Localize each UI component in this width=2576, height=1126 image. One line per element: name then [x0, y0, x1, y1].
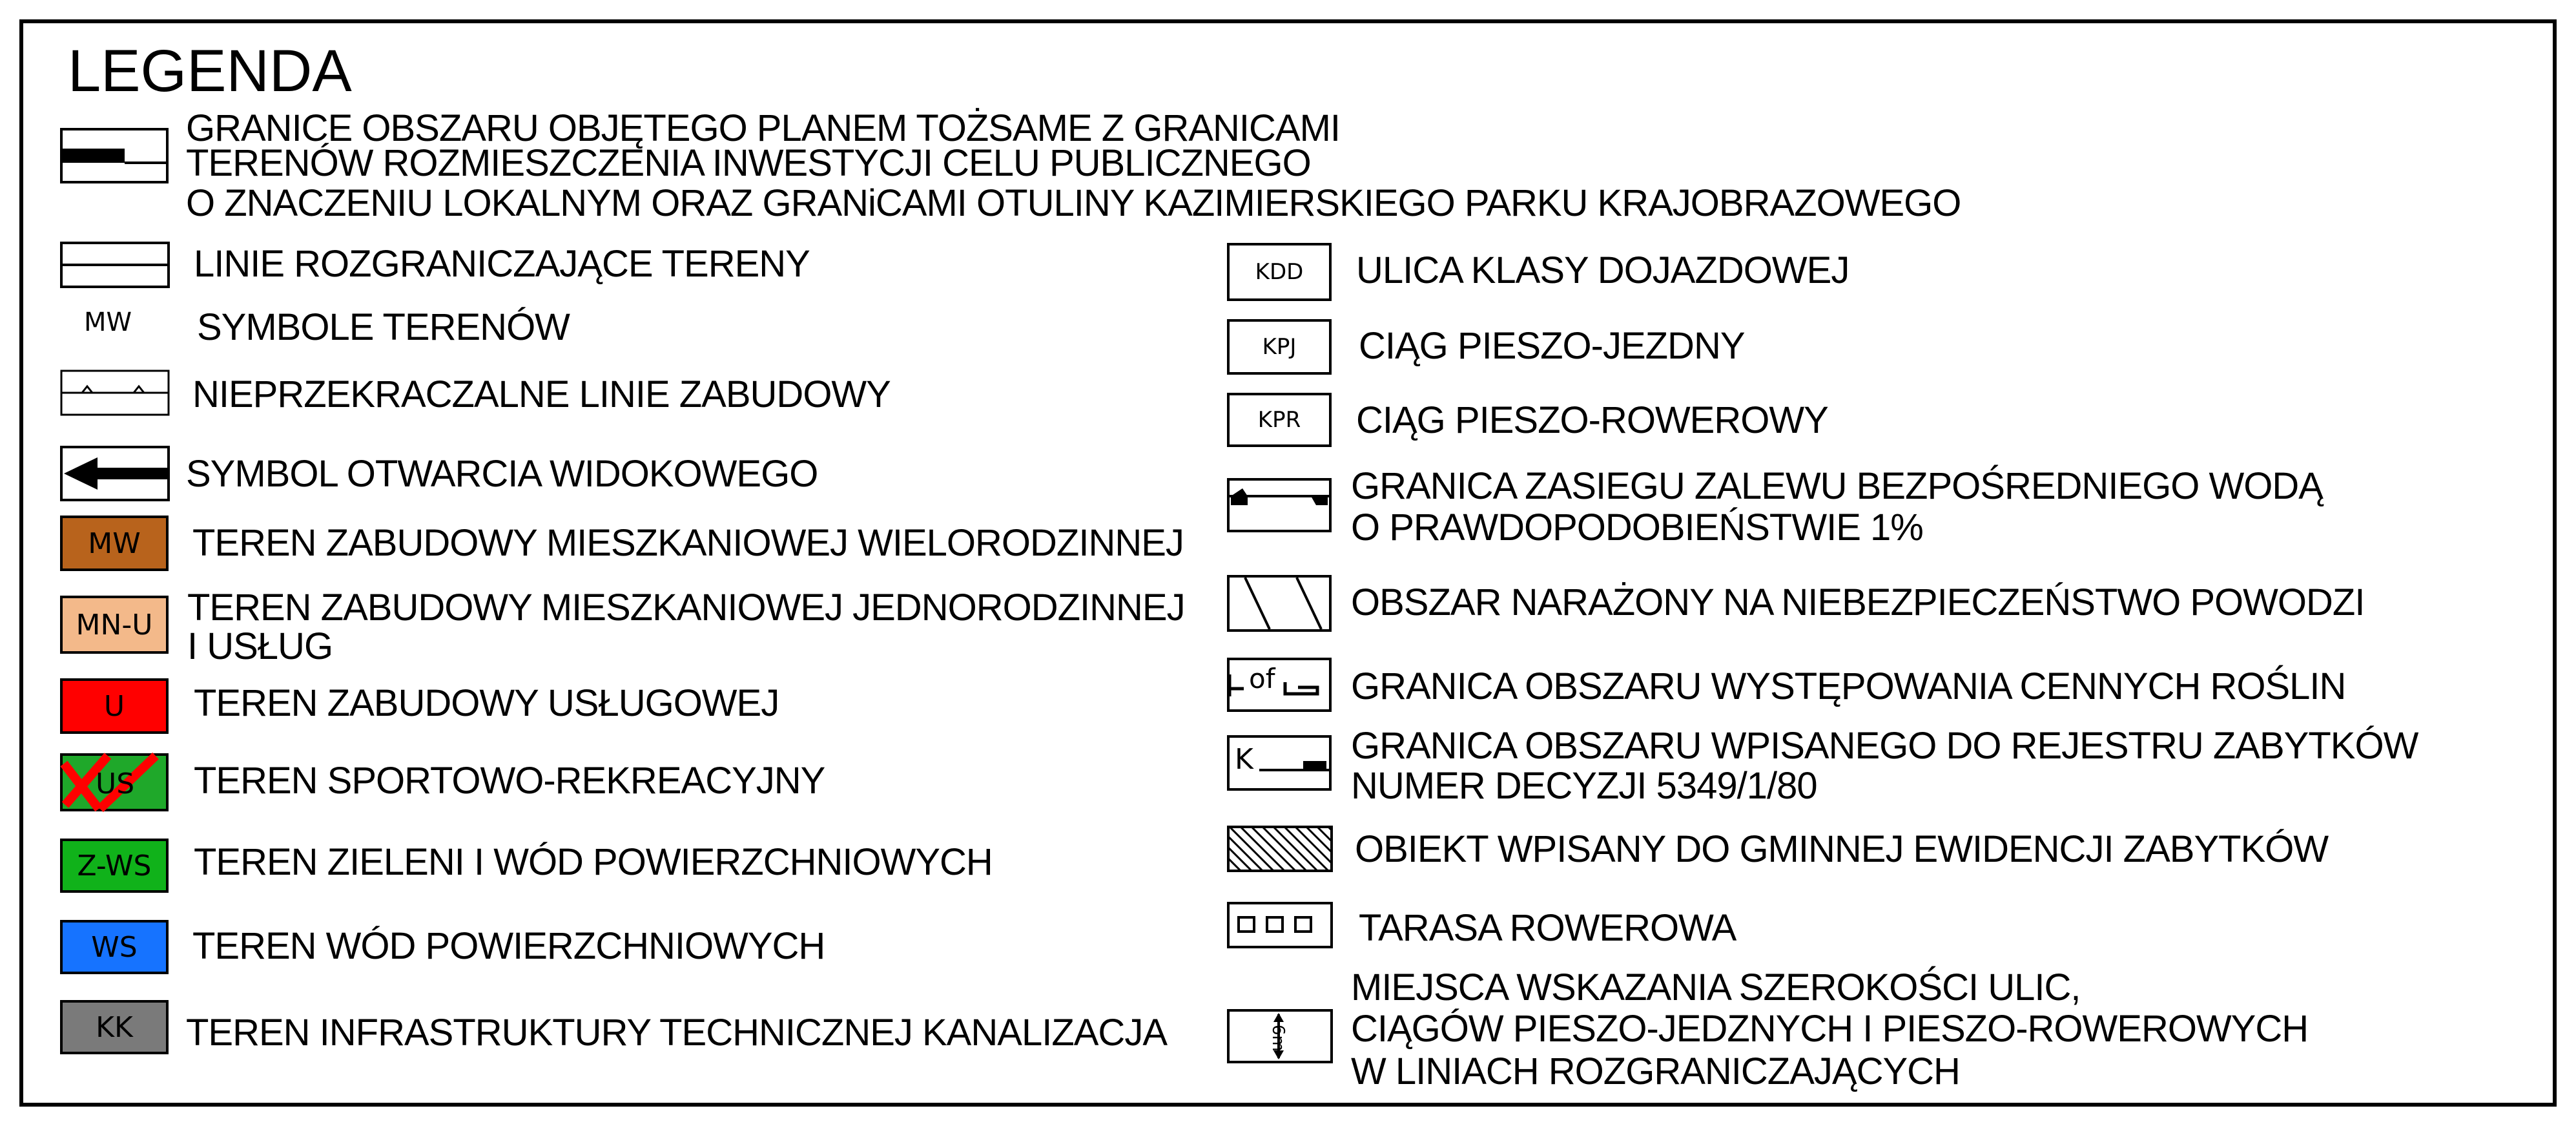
- zone-mw-swatch: MW: [60, 516, 169, 571]
- valuable-plants-icon-text: of: [1249, 663, 1275, 694]
- plan-boundary-label-line2: TERENÓW ROZMIESZCZENIA INWESTYCJI CELU PUBLICZNEGO: [186, 142, 1311, 184]
- arrow-left-icon: [60, 446, 170, 501]
- left-item-8-label: TEREN ZIELENI I WÓD POWIERZCHNIOWYCH: [194, 841, 993, 883]
- left-item-5-label: TEREN ZABUDOWY MIESZKANIOWEJ JEDNORODZINNEJ: [187, 587, 1185, 629]
- left-item-1-label: SYMBOLE TERENÓW: [197, 306, 570, 348]
- zone-u-swatch: U: [60, 678, 169, 734]
- double-line-icon: [60, 242, 170, 288]
- right-item-9-label3: W LINIACH ROZGRANICZAJĄCYCH: [1351, 1050, 1960, 1092]
- right-item-6-label2: NUMER DECYZJI 5349/1/80: [1351, 765, 1817, 807]
- building-line-icon: [60, 370, 170, 416]
- right-item-7-label: OBIEKT WPISANY DO GMINNEJ EWIDENCJI ZABYTKÓW: [1355, 828, 2329, 870]
- right-item-2-label: CIĄG PIESZO-ROWEROWY: [1356, 399, 1828, 441]
- left-item-5-label2: I USŁUG: [187, 625, 333, 667]
- bike-route-icon: [1227, 902, 1333, 948]
- right-item-3-label2: O PRAWDOPODOBIEŃSTWIE 1%: [1351, 506, 1923, 548]
- right-item-9-label: MIEJSCA WSKAZANIA SZEROKOŚCI ULIC,: [1351, 966, 2081, 1008]
- right-item-6-label: GRANICA OBSZARU WPISANEGO DO REJESTRU ZABYTKÓW: [1351, 725, 2418, 767]
- zone-us-code: US: [96, 767, 135, 800]
- right-item-0-label: ULICA KLASY DOJAZDOWEJ: [1356, 249, 1850, 291]
- street-width-icon-text: 6m: [1268, 1025, 1288, 1052]
- right-item-3-label: GRANICA ZASIEGU ZALEWU BEZPOŚREDNIEGO WODĄ: [1351, 465, 2323, 507]
- left-item-0-label: LINIE ROZGRANICZAJĄCE TERENY: [194, 243, 810, 285]
- plan-boundary-label-line1: GRANICE OBSZARU OBJĘTEGO PLANEM TOŻSAME Z GRANICAMI: [186, 107, 1341, 149]
- left-item-10-label: TEREN INFRASTRUKTURY TECHNICZNEJ KANALIZACJA: [186, 1012, 1167, 1054]
- code-kdd-box: KDD: [1227, 243, 1332, 301]
- left-item-4-label: TEREN ZABUDOWY MIESZKANIOWEJ WIELORODZINNEJ: [192, 522, 1184, 564]
- legend-title: LEGENDA: [68, 38, 352, 104]
- left-item-6-label: TEREN ZABUDOWY USŁUGOWEJ: [194, 682, 779, 724]
- hatched-object-icon: [1227, 826, 1333, 872]
- left-item-3-label: SYMBOL OTWARCIA WIDOKOWEGO: [186, 453, 818, 495]
- right-item-5-label: GRANICA OBSZARU WYSTĘPOWANIA CENNYCH ROŚLIN: [1351, 665, 2346, 707]
- text-symbol: MW: [84, 308, 132, 337]
- zone-zws-swatch: Z-WS: [60, 839, 169, 893]
- left-item-2-label: NIEPRZEKRACZALNE LINIE ZABUDOWY: [192, 373, 891, 415]
- left-item-7-label: TEREN SPORTOWO-REKREACYJNY: [194, 760, 825, 802]
- right-item-1-label: CIĄG PIESZO-JEZDNY: [1359, 325, 1745, 367]
- right-item-9-label2: CIĄGÓW PIESZO-JEDZNYCH I PIESZO-ROWEROWYCH: [1351, 1008, 2309, 1050]
- zone-ws-swatch: WS: [60, 920, 169, 974]
- code-kpj-box: KPJ: [1227, 319, 1332, 375]
- plan-boundary-label-line3: O ZNACZENIU LOKALNYM ORAZ GRANiCAMI OTULINY KAZIMIERSKIEGO PARKU KRAJOBRAZOWEGO: [186, 182, 1961, 224]
- left-item-9-label: TEREN WÓD POWIERZCHNIOWYCH: [192, 925, 825, 967]
- zone-kk-swatch: KK: [60, 1000, 169, 1054]
- valuable-plants-icon: [1227, 658, 1332, 712]
- zone-mnu-swatch: MN-U: [60, 596, 169, 654]
- plan-boundary-icon: [60, 128, 169, 183]
- right-item-4-label: OBSZAR NARAŻONY NA NIEBEZPIECZEŃSTWO POWODZI: [1351, 581, 2365, 623]
- flood-boundary-icon: [1227, 478, 1332, 532]
- monument-register-icon-text: K: [1235, 743, 1253, 776]
- right-item-8-label: TARASA ROWEROWA: [1359, 907, 1736, 949]
- flood-risk-icon: [1227, 575, 1332, 632]
- code-kpr-box: KPR: [1227, 393, 1332, 447]
